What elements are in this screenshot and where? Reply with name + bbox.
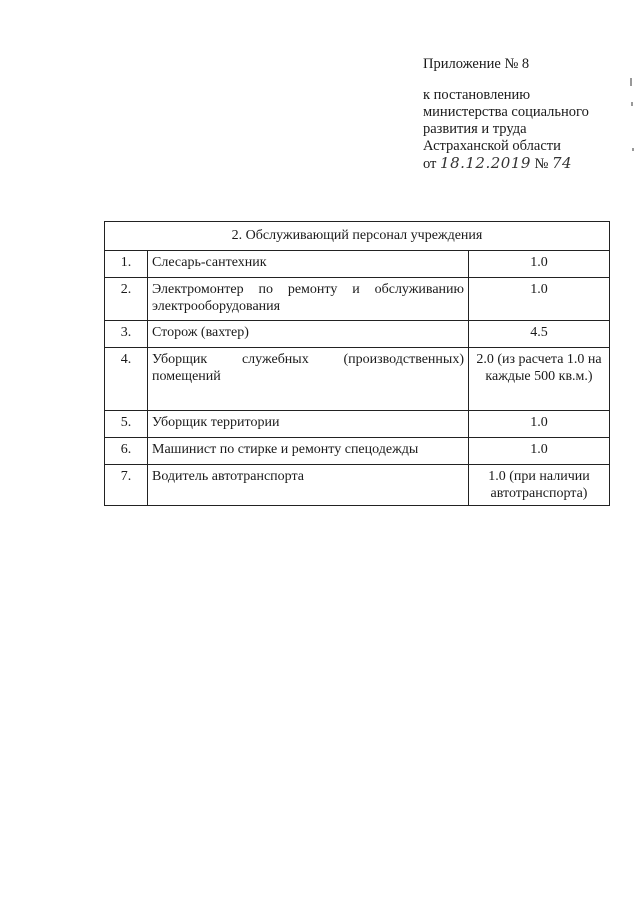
table-row: [105, 321, 610, 348]
from-label: от: [423, 156, 437, 172]
row-number: 7.: [105, 465, 148, 506]
scan-edge-mark: [632, 148, 634, 151]
appendix-title: Приложение № 8: [423, 56, 530, 72]
position-name: Сторож (вахтер): [148, 321, 469, 348]
appendix-line-1: к постановлению: [423, 87, 531, 103]
table-row: [105, 348, 610, 411]
staff-units: 1.0 (при наличии автотранспорта): [469, 465, 610, 506]
row-number: 3.: [105, 321, 148, 348]
staff-table: [104, 221, 610, 506]
table-row: [105, 251, 610, 278]
appendix-line-2: министерства социального: [423, 104, 589, 120]
staff-units: 1.0: [469, 411, 610, 438]
appendix-header: [423, 56, 623, 173]
staff-units: 1.0: [469, 278, 610, 321]
staff-units: 1.0: [469, 251, 610, 278]
position-name: Водитель автотранспорта: [148, 465, 469, 506]
scan-edge-mark: [630, 78, 632, 86]
section-title: 2. Обслуживающий персонал учреждения: [105, 222, 610, 251]
position-name: Машинист по стирке и ремонту спецодежды: [148, 438, 469, 465]
row-number: 2.: [105, 278, 148, 321]
appendix-line-4: Астраханской области: [423, 138, 561, 154]
appendix-line-3: развития и труда: [423, 121, 527, 137]
handwritten-number: 74: [552, 154, 573, 172]
row-number: 1.: [105, 251, 148, 278]
staff-units: 1.0: [469, 438, 610, 465]
position-name: Уборщик территории: [148, 411, 469, 438]
position-name: Электромонтер по ремонту и обслуживанию электрооборудования: [148, 278, 469, 321]
table-row: [105, 411, 610, 438]
handwritten-date: 18.12.2019: [440, 154, 531, 172]
staff-units: 2.0 (из расчета 1.0 на каждые 500 кв.м.): [469, 348, 610, 411]
row-number: 5.: [105, 411, 148, 438]
appendix-date-row: [423, 155, 623, 173]
row-number: 6.: [105, 438, 148, 465]
row-number: 4.: [105, 348, 148, 411]
staff-units: 4.5: [469, 321, 610, 348]
table-heading-row: [105, 222, 610, 251]
position-name: Уборщик служебных (производственных) помещений: [148, 348, 469, 411]
table-row: [105, 278, 610, 321]
number-label: №: [534, 156, 549, 172]
table-row: [105, 465, 610, 506]
scan-edge-mark: [631, 102, 633, 106]
position-name: Слесарь-сантехник: [148, 251, 469, 278]
table-row: [105, 438, 610, 465]
